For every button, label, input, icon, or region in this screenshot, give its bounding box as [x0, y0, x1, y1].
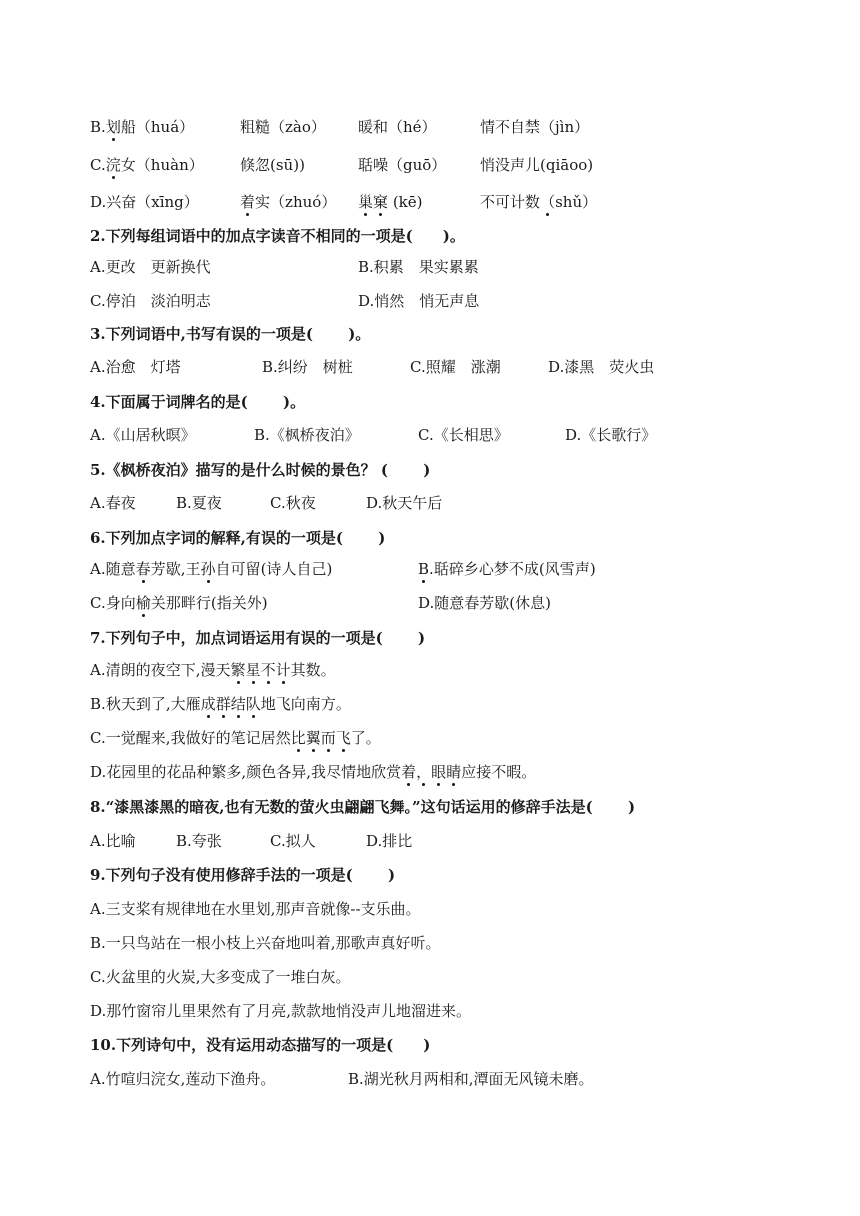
option-cell: 不可计数（shǔ）	[480, 193, 598, 211]
option-cell: A.随意春芳歇,王孙自可留(诗人自己)	[90, 560, 333, 578]
emphasis-dot-char: 孙	[200, 560, 216, 578]
emphasis-dot-char: 着	[240, 193, 256, 211]
emphasis-dot-char: 群	[215, 695, 231, 713]
option-cell: D.《长歌行》	[565, 426, 657, 444]
emphasis-dot-char: 星	[245, 661, 261, 679]
option-row	[90, 830, 790, 852]
option-line: D.那竹窗帘儿里果然有了月亮,款款地悄没声儿地溜进来。	[90, 1002, 472, 1020]
option-row	[90, 424, 790, 446]
option-cell: 粗糙（zào）	[240, 118, 326, 136]
option-line: B.一只鸟站在一根小枝上兴奋地叫着,那歌声真好听。	[90, 934, 441, 952]
option-cell: B.划船（huá）	[90, 118, 195, 136]
emphasis-dot-char: 巢	[358, 193, 374, 211]
option-cell: D.随意春芳歇(休息)	[418, 594, 551, 612]
emphasis-dot-char: 眼	[431, 763, 447, 781]
option-cell: B.纠纷 树桩	[262, 358, 353, 376]
question-stem: 2.下列每组词语中的加点字读音不相同的一项是( )。	[90, 227, 465, 245]
option-cell: 情不自禁（jìn）	[480, 118, 590, 136]
emphasis-dot-char: 窠	[373, 193, 389, 211]
emphasis-dot-char: ，	[416, 763, 432, 781]
question-stem: 3.下列词语中,书写有误的一项是( )。	[90, 325, 371, 343]
emphasis-dot-char: 不	[260, 661, 276, 679]
emphasis-dot-char: B	[418, 560, 430, 578]
emphasis-dot-char: 着	[401, 763, 417, 781]
option-cell: D.秋天午后	[366, 494, 443, 512]
option-line: C.火盆里的火炭,大多变成了一堆白灰。	[90, 968, 351, 986]
emphasis-dot-char: 飞	[335, 729, 351, 747]
option-row	[90, 154, 790, 176]
question-stem: 10.下列诗句中，没有运用动态描写的一项是( )	[90, 1036, 431, 1054]
emphasis-dot-char: 翼	[305, 729, 321, 747]
option-row	[90, 290, 790, 312]
emphasis-dot-char: 而	[320, 729, 336, 747]
option-cell: C.拟人	[270, 832, 316, 850]
option-cell: C.秋夜	[270, 494, 316, 512]
option-cell: 暖和（hé）	[358, 118, 437, 136]
option-row	[90, 592, 790, 614]
option-cell: A.治愈 灯塔	[90, 358, 181, 376]
option-cell: B.夏夜	[176, 494, 222, 512]
option-cell: C.照耀 涨潮	[410, 358, 501, 376]
option-line: D.花园里的花品种繁多,颜色各异,我尽情地欣赏着，眼睛应接不暇。	[90, 763, 537, 781]
option-cell: B.《枫桥夜泊》	[254, 426, 360, 444]
emphasis-dot-char: 计	[275, 661, 291, 679]
emphasis-dot-char: 睛	[446, 763, 462, 781]
option-cell: 悄没声儿(qiāoo)	[480, 156, 594, 174]
option-cell: 着实（zhuó）	[240, 193, 337, 211]
option-line: B.秋天到了,大雁成群结队地飞向南方。	[90, 695, 351, 713]
emphasis-dot-char: 划	[105, 118, 121, 136]
question-stem: 9.下列句子没有使用修辞手法的一项是( )	[90, 866, 396, 884]
option-cell: C.停泊 淡泊明志	[90, 292, 211, 310]
option-cell: A.比喻	[90, 832, 136, 850]
option-cell: D.漆黑 荧火虫	[548, 358, 655, 376]
option-cell: A.更改 更新换代	[90, 258, 211, 276]
emphasis-dot-char: 队	[245, 695, 261, 713]
option-cell: B.聒碎乡心梦不成(风雪声)	[418, 560, 596, 578]
option-cell: 聒噪（guō）	[358, 156, 447, 174]
option-row	[90, 356, 790, 378]
option-row	[90, 116, 790, 138]
option-cell: A.春夜	[90, 494, 136, 512]
option-cell: C.浣女（huàn）	[90, 156, 204, 174]
option-cell: B.积累 果实累累	[358, 258, 479, 276]
option-row	[90, 1068, 790, 1090]
option-cell: B.夸张	[176, 832, 222, 850]
option-cell: A.竹喧归浣女,莲动下渔舟。	[90, 1070, 276, 1088]
option-row	[90, 256, 790, 278]
emphasis-dot-char: 榆	[135, 594, 151, 612]
option-row	[90, 558, 790, 580]
emphasis-dot-char: 结	[230, 695, 246, 713]
emphasis-dot-char: 浣	[105, 156, 121, 174]
option-line: A.三支桨有规律地在水里划,那声音就像--支乐曲。	[90, 900, 421, 918]
option-cell: D.兴奋（xīng）	[90, 193, 199, 211]
emphasis-dot-char: 成	[200, 695, 216, 713]
option-line: A.清朗的夜空下,漫天繁星不计其数。	[90, 661, 336, 679]
emphasis-dot-char: 比	[290, 729, 306, 747]
question-stem: 8.“漆黑漆黑的暗夜,也有无数的萤火虫翩翩飞舞。”这句话运用的修辞手法是( )	[90, 798, 636, 816]
option-cell: 倏忽(sū))	[240, 156, 305, 174]
question-stem: 6.下列加点字词的解释,有误的一项是( )	[90, 529, 386, 547]
option-row	[90, 191, 790, 213]
option-cell: D.悄然 悄无声息	[358, 292, 480, 310]
option-cell: C.《长相思》	[418, 426, 509, 444]
emphasis-dot-char: 春	[135, 560, 151, 578]
emphasis-dot-char: （	[540, 193, 556, 211]
option-cell: B.湖光秋月两相和,潭面无风镜未磨。	[348, 1070, 594, 1088]
option-cell: A.《山居秋暝》	[90, 426, 196, 444]
option-row	[90, 492, 790, 514]
option-cell: C.身向榆关那畔行(指关外)	[90, 594, 268, 612]
option-cell: 巢窠 (kē)	[358, 193, 423, 211]
question-stem: 5.《枫桥夜泊》描写的是什么时候的景色？ ( )	[90, 461, 431, 479]
question-stem: 4.下面属于词牌名的是( )。	[90, 393, 306, 411]
option-cell: D.排比	[366, 832, 413, 850]
emphasis-dot-char: 繁	[230, 661, 246, 679]
question-stem: 7.下列句子中，加点词语运用有误的一项是( )	[90, 629, 426, 647]
option-line: C.一觉醒来,我做好的笔记居然比翼而飞了。	[90, 729, 381, 747]
